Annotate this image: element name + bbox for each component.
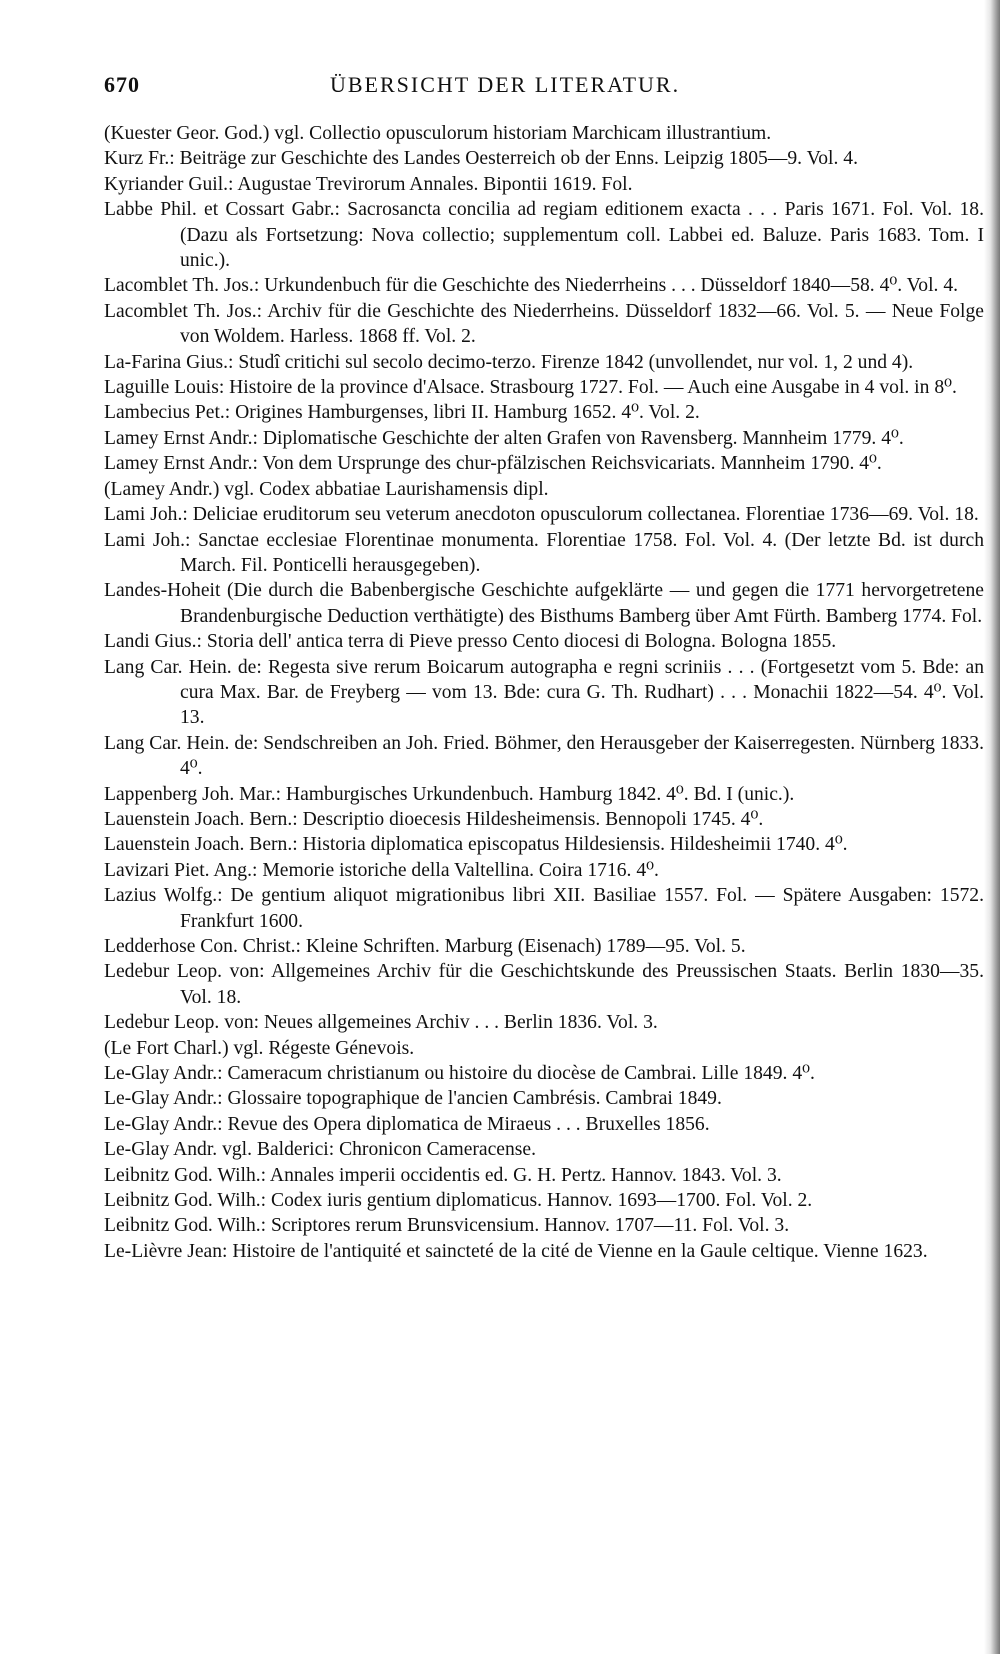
bibliography-entry: Ledderhose Con. Christ.: Kleine Schriften. Marburg (Eisenach) 1789—95. Vol. 5. [104, 936, 746, 957]
bibliography-entry: (Le Fort Charl.) vgl. Régeste Génevois. [104, 1037, 415, 1059]
bibliography-entry: Lami Joh.: Sanctae ecclesiae Florentinae monumenta. Florentiae 1758. Fol. Vol. 4. (Der letzte Bd. ist durch March. Fil. Ponticelli herausgegeben). [104, 529, 984, 576]
bibliography-entry: Leibnitz God. Wilh.: Scriptores rerum Brunsvicensium. Hannov. 1707—11. Fol. Vol. 3. [104, 1215, 790, 1237]
bibliography-entry: Lambecius Pet.: Origines Hamburgenses, libri II. Hamburg 1652. 4⁰. Vol. 2. [104, 402, 700, 424]
bibliography-entry: Lazius Wolfg.: De gentium aliquot migrationibus libri XII. Basiliae 1557. Fol. — Spätere Ausgaben: 1572. Frankfurt 1600. [104, 885, 984, 932]
bibliography-entry: Lamey Ernst Andr.: Von dem Ursprunge des chur-pfälzischen Reichsvicariats. Mannheim 1790. 4⁰. [104, 453, 882, 475]
bibliography-entry: Lang Car. Hein. de: Regesta sive rerum Boicarum autographa e regni scriniis . . . (Fortgesetzt vom 5. Bde: an cura Max. Bar. de Freyberg — vom 13. Bde: cura G. Th. Rudhart) . . . Monachii 1822—54. 4⁰. Vol. 13. [104, 656, 984, 729]
bibliography-entry: La-Farina Gius.: Studî critichi sul secolo decimo-terzo. Firenze 1842 (unvollendet, nur vol. 1, 2 und 4). [104, 351, 914, 373]
bibliography-entry: Lamey Ernst Andr.: Diplomatische Geschichte der alten Grafen von Ravensberg. Mannheim 1779. 4⁰. [104, 427, 904, 449]
bibliography-entry: Le-Glay Andr.: Cameracum christianum ou histoire du diocèse de Cambrai. Lille 1849. 4⁰. [104, 1063, 815, 1085]
bibliography-entry: (Lamey Andr.) vgl. Codex abbatiae Laurishamensis dipl. [104, 478, 549, 500]
bibliography-entry: Landi Gius.: Storia dell' antica terra di Pieve presso Cento diocesi di Bologna. Bologna 1855. [104, 631, 837, 653]
page-binding-edge [984, 0, 1000, 1654]
running-title: ÜBERSICHT DER LITERATUR. [330, 72, 681, 97]
bibliography-entry: Ledebur Leop. von: Neues allgemeines Archiv . . . Berlin 1836. Vol. 3. [104, 1012, 658, 1034]
bibliography-entry: (Kuester Geor. God.) vgl. Collectio opusculorum historiam Marchicam illustrantium. [104, 123, 772, 144]
bibliography-entry: Lang Car. Hein. de: Sendschreiben an Joh. Fried. Böhmer, den Herausgeber der Kaiserregesten. Nürnberg 1833. 4⁰. [104, 732, 984, 780]
bibliography-list [104, 121, 984, 1264]
bibliography-entry: Labbe Phil. et Cossart Gabr.: Sacrosancta concilia ad regiam editionem exacta . . . Paris 1671. Fol. Vol. 18. (Dazu als Fortsetzung: Nova collectio; supplementum coll. Labbei ed. Baluze. Paris 1683. Tom. I unic.). [104, 199, 984, 272]
bibliography-entry: Lauenstein Joach. Bern.: Historia diplomatica episcopatus Hildesiensis. Hildesheimii 1740. 4⁰. [104, 834, 848, 856]
bibliography-entry: Laguille Louis: Histoire de la province d'Alsace. Strasbourg 1727. Fol. — Auch eine Ausgabe in 4 vol. in 8⁰. [104, 377, 957, 399]
bibliography-entry: Lauenstein Joach. Bern.: Descriptio dioecesis Hildesheimensis. Bennopoli 1745. 4⁰. [104, 808, 764, 830]
bibliography-entry: Le-Glay Andr.: Glossaire topographique de l'ancien Cambrésis. Cambrai 1849. [104, 1088, 722, 1110]
page-header [104, 72, 984, 102]
bibliography-entry: Le-Glay Andr.: Revue des Opera diplomatica de Miraeus . . . Bruxelles 1856. [104, 1113, 710, 1135]
bibliography-entry: Lacomblet Th. Jos.: Urkundenbuch für die Geschichte des Niederrheins . . . Düsseldorf 1840—58. 4⁰. Vol. 4. [104, 275, 959, 297]
bibliography-entry: Kyriander Guil.: Augustae Trevirorum Annales. Bipontii 1619. Fol. [104, 173, 633, 195]
bibliography-entry: Lavizari Piet. Ang.: Memorie istoriche della Valtellina. Coira 1716. 4⁰. [104, 859, 659, 881]
bibliography-entry: Ledebur Leop. von: Allgemeines Archiv für die Geschichtskunde des Preussischen Staats. Berlin 1830—35. Vol. 18. [104, 961, 984, 1008]
page-number: 670 [104, 72, 140, 97]
bibliography-entry: Lacomblet Th. Jos.: Archiv für die Geschichte des Niederrheins. Düsseldorf 1832—66. Vol. 5. — Neue Folge von Woldem. Harless. 1868 ff. Vol. 2. [104, 300, 984, 348]
bibliography-entry: Lappenberg Joh. Mar.: Hamburgisches Urkundenbuch. Hamburg 1842. 4⁰. Bd. I (unic.). [104, 783, 795, 805]
bibliography-entry: Leibnitz God. Wilh.: Codex iuris gentium diplomaticus. Hannov. 1693—1700. Fol. Vol. 2. [104, 1190, 813, 1212]
bibliography-entry: Lami Joh.: Deliciae eruditorum seu veterum anecdoton opusculorum collectanea. Florentiae 1736—69. Vol. 18. [104, 504, 979, 526]
bibliography-entry: Le-Glay Andr. vgl. Balderici: Chronicon Cameracense. [104, 1139, 537, 1161]
bibliography-entry: Leibnitz God. Wilh.: Annales imperii occidentis ed. G. H. Pertz. Hannov. 1843. Vol. 3. [104, 1164, 782, 1186]
bibliography-entry: Landes-Hoheit (Die durch die Babenbergische Geschichte aufgeklärte — und gegen die 1771 hervorgetretene Brandenburgische Deduction verthätigte) des Bisthums Bamberg über Amt Fürth. Bamberg 1774. Fol. [104, 580, 984, 627]
bibliography-entry: Le-Lièvre Jean: Histoire de l'antiquité et saincteté de la cité de Vienne en la Gaule celtique. Vienne 1623. [104, 1240, 928, 1262]
bibliography-entry: Kurz Fr.: Beiträge zur Geschichte des Landes Oesterreich ob der Enns. Leipzig 1805—9. Vol. 4. [104, 148, 858, 170]
